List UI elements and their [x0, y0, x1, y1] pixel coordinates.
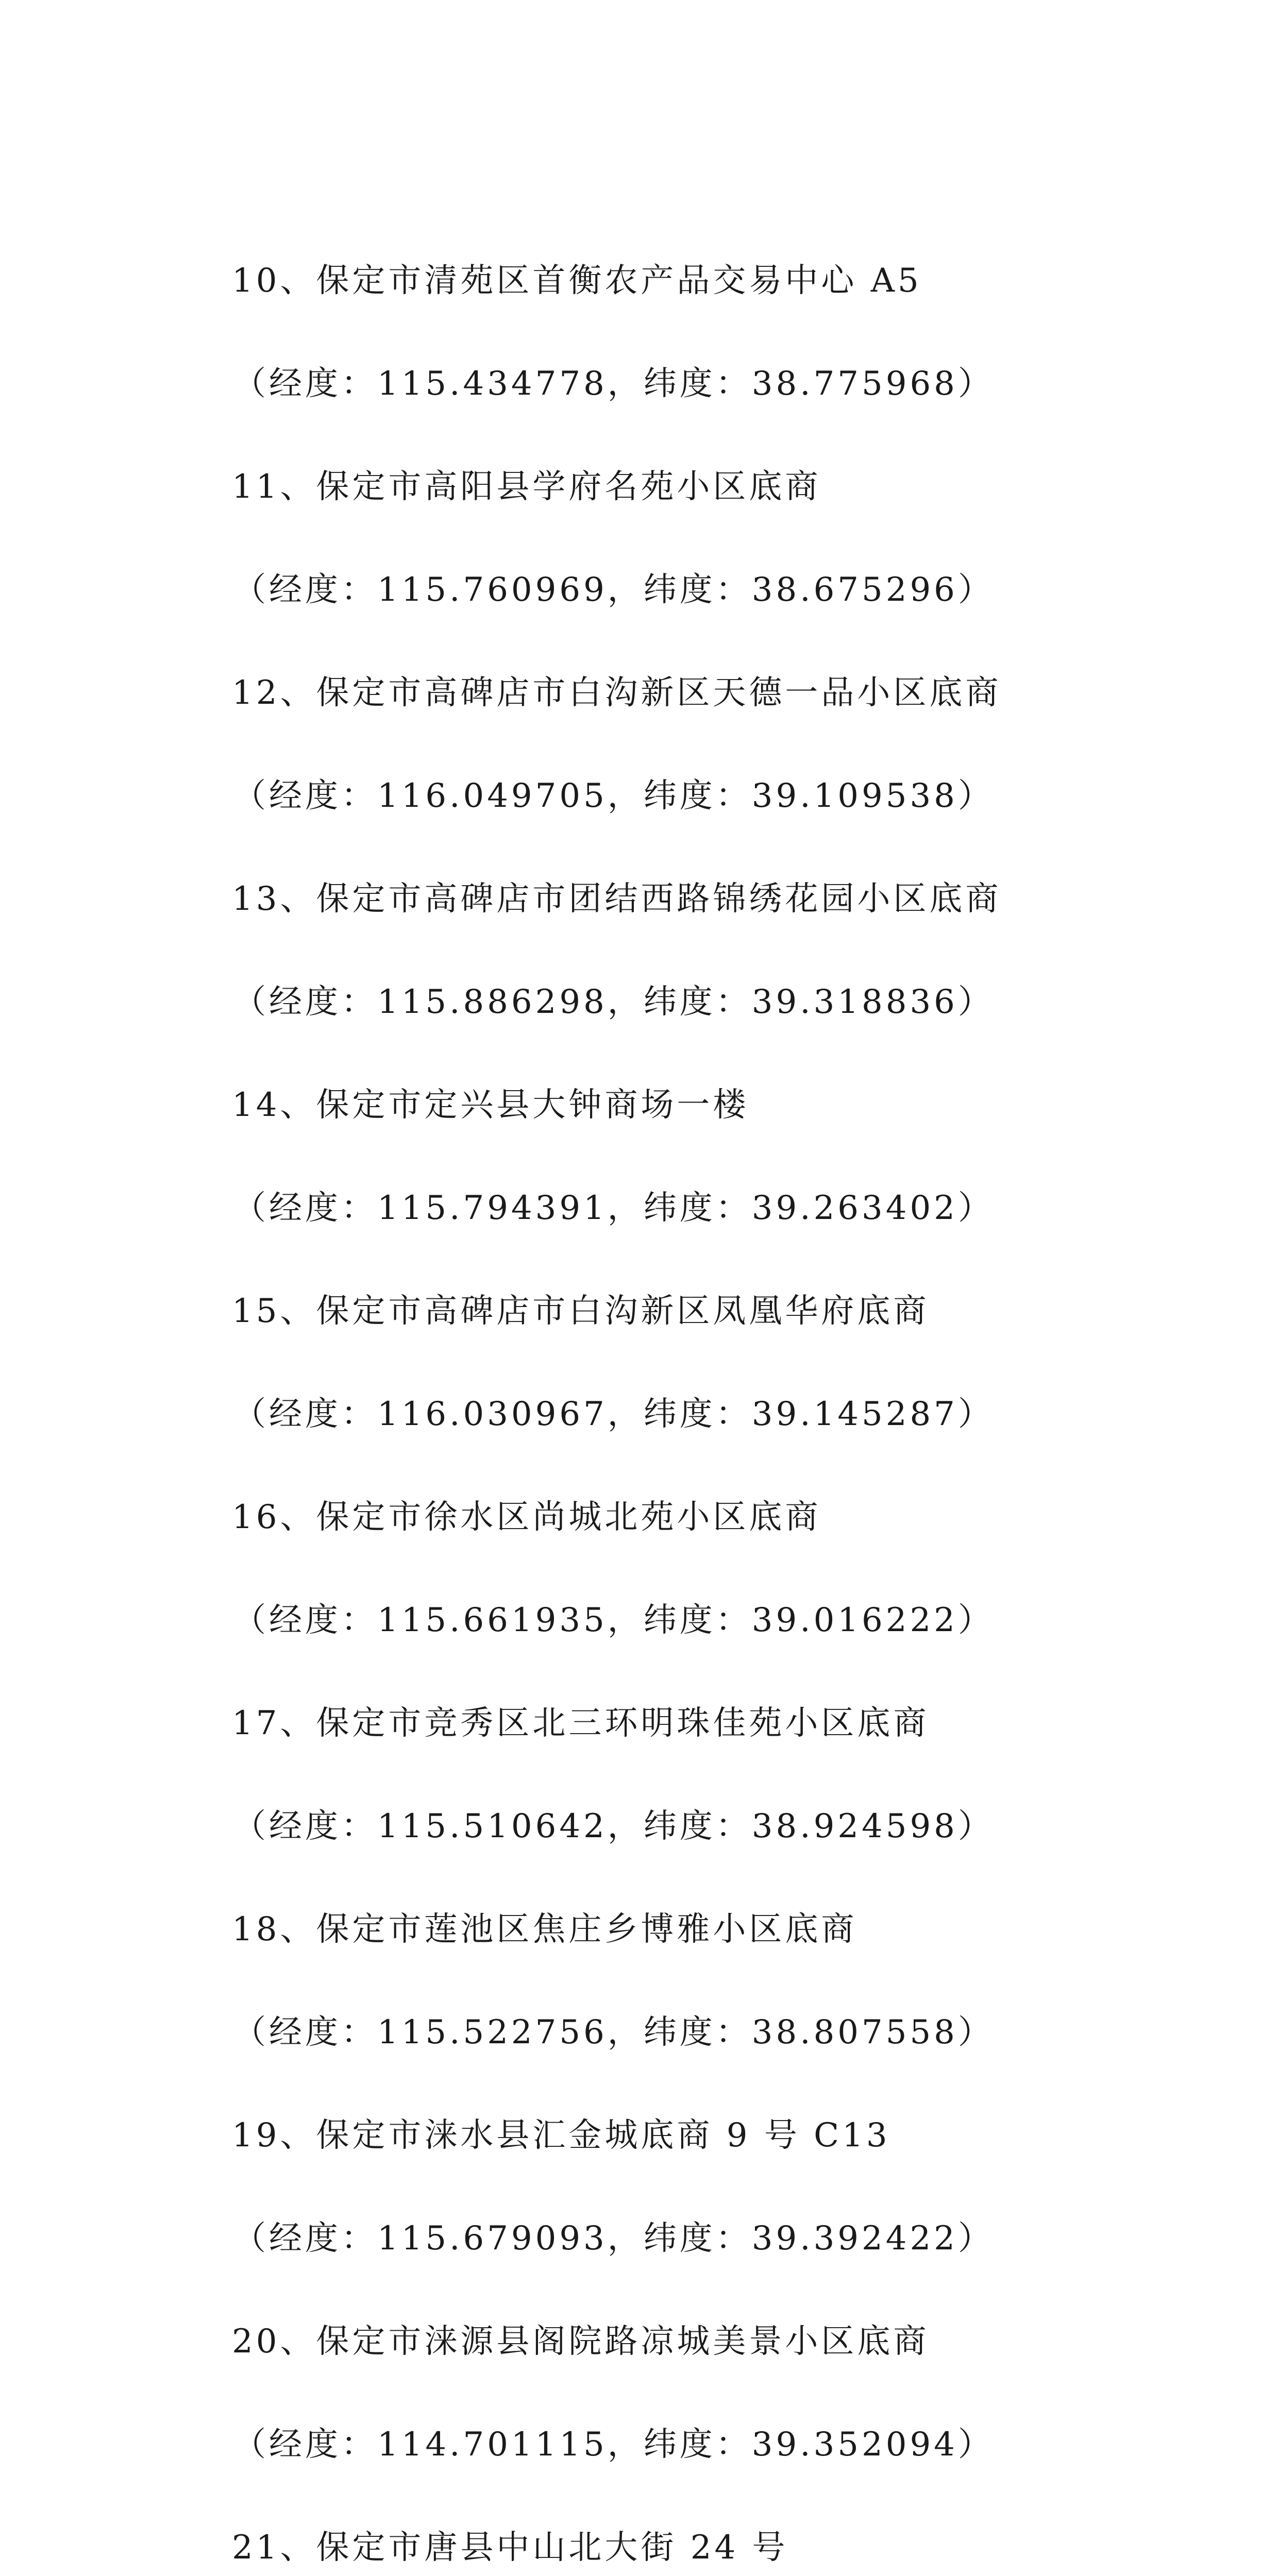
list-item	[232, 848, 1134, 1054]
location-coordinates: （经度：115.522756，纬度：38.807558）	[233, 2013, 994, 2052]
list-item	[232, 1672, 1134, 1878]
location-coordinates: （经度：116.030967，纬度：39.145287）	[233, 1395, 994, 1433]
location-coordinates: （经度：114.701115，纬度：39.352094）	[233, 2426, 994, 2464]
list-item	[232, 435, 1134, 641]
list-item	[232, 1260, 1134, 1466]
list-item	[232, 641, 1134, 848]
location-name: 10、保定市清苑区首衡农产品交易中心 A5	[232, 262, 922, 300]
list-item	[232, 2084, 1134, 2290]
location-name: 13、保定市高碑店市团结西路锦绣花园小区底商	[232, 880, 1002, 918]
location-name: 19、保定市涞水县汇金城底商 9 号 C13	[232, 2116, 890, 2155]
location-name: 14、保定市定兴县大钟商场一楼	[232, 1086, 749, 1124]
location-name: 20、保定市涞源县阁院路凉城美景小区底商	[232, 2323, 930, 2361]
list-item	[232, 2290, 1134, 2496]
location-coordinates: （经度：115.886298，纬度：39.318836）	[233, 983, 994, 1021]
location-name: 21、保定市唐县中山北大街 24 号	[232, 2529, 788, 2567]
location-coordinates: （经度：116.049705，纬度：39.109538）	[233, 777, 994, 815]
location-coordinates: （经度：115.679093，纬度：39.392422）	[233, 2219, 994, 2258]
list-item	[232, 2496, 1134, 2576]
location-name: 15、保定市高碑店市白沟新区凤凰华府底商	[232, 1292, 930, 1330]
location-coordinates: （经度：115.434778，纬度：38.775968）	[233, 365, 994, 403]
location-coordinates: （经度：115.794391，纬度：39.263402）	[233, 1189, 994, 1227]
list-item	[232, 1878, 1134, 2084]
location-coordinates: （经度：115.661935，纬度：39.016222）	[233, 1601, 994, 1639]
location-name: 11、保定市高阳县学府名苑小区底商	[232, 468, 821, 506]
location-name: 12、保定市高碑店市白沟新区天德一品小区底商	[232, 674, 1002, 712]
location-coordinates: （经度：115.510642，纬度：38.924598）	[233, 1807, 994, 1845]
list-item	[232, 1466, 1134, 1672]
location-coordinates: （经度：115.760969，纬度：38.675296）	[233, 571, 994, 609]
list-item	[232, 1054, 1134, 1260]
location-list	[232, 229, 1134, 2576]
list-item	[232, 229, 1134, 435]
location-name: 18、保定市莲池区焦庄乡博雅小区底商	[232, 1910, 857, 1948]
location-name: 16、保定市徐水区尚城北苑小区底商	[232, 1498, 821, 1536]
location-name: 17、保定市竞秀区北三环明珠佳苑小区底商	[232, 1704, 930, 1742]
